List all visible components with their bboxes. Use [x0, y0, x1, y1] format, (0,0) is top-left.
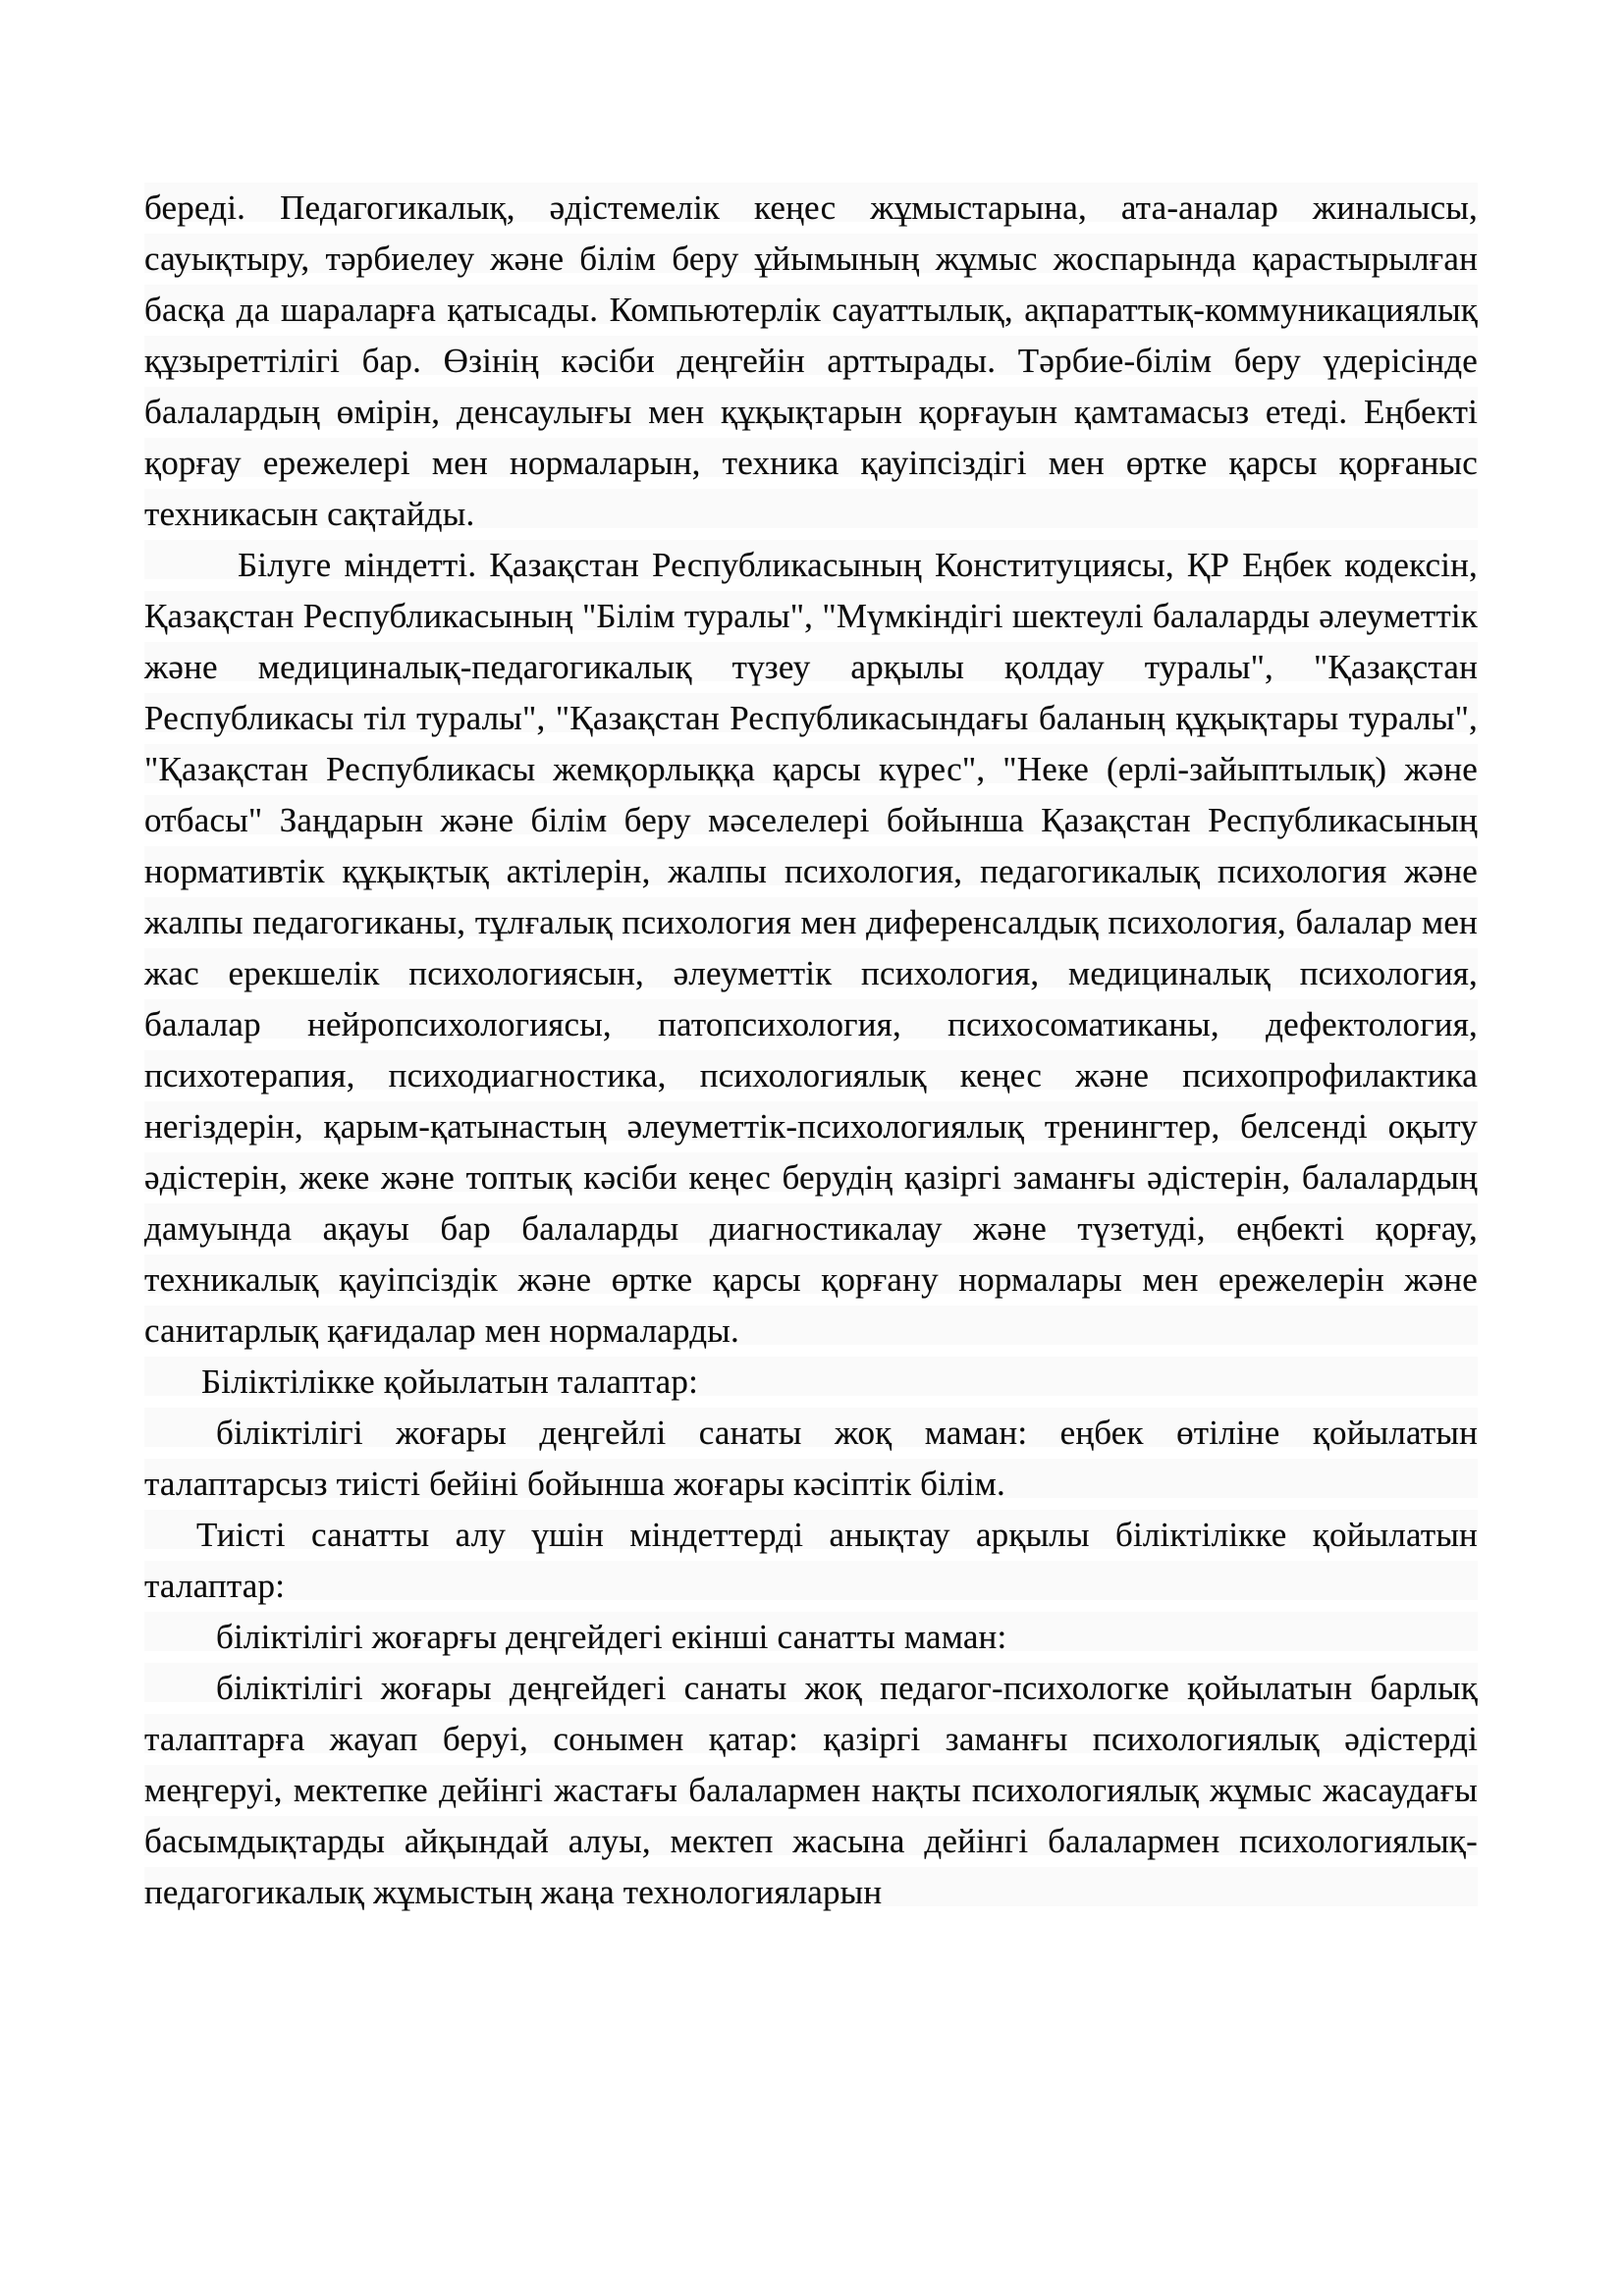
paragraph-duties-continued: береді. Педагогикалық, әдістемелік кеңес жұмыстарына, ата-аналар жиналысы, сауықтыру, тәрбиелеу және білім беру ұйымының жұмыс жоспарында қарастырылған басқа да шараларға қатысады. Компьютерлік сауаттылық, ақпараттық-коммуникациялық құзыреттілігі бар. Өзінің кәсіби деңгейін арттырады. Тәрбие-білім беру үдерісінде балалардың өмірін, денсаулығы мен құқықтарын қорғауын қамтамасыз етеді. Еңбекті қорғау ережелері мен нормаларын, техника қауіпсіздігі мен өртке қарсы қорғаныс техникасын сақтайды.	[144, 188, 1478, 533]
paragraph-second-category-specialist: біліктілігі жоғарғы деңгейдегі екінші санатты маман:	[216, 1618, 1007, 1656]
paragraph-no-category-specialist: біліктілігі жоғары деңгейлі санаты жоқ маман: еңбек өтіліне қойылатын талаптарсыз тиісті бейіні бойынша жоғары кәсіптік білім.	[144, 1414, 1478, 1503]
paragraph-qualification-heading: Біліктілікке қойылатын талаптар:	[201, 1362, 699, 1401]
text-block	[144, 183, 1478, 1918]
paragraph-must-know: Білуге міндетті. Қазақстан Республикасының Конституциясы, ҚР Еңбек кодексін, Қазақстан Республикасының "Білім туралы", "Мүмкіндігі шектеулі балаларды әлеуметтік және медициналық-педагогикалық түзеу арқылы қолдау туралы", "Қазақстан Республикасы тіл туралы", "Қазақстан Республикасындағы баланың құқықтары туралы", "Қазақстан Республикасы жемқорлыққа қарсы күрес", "Неке (ерлі-зайыптылық) және отбасы" Заңдарын және білім беру мәселелері бойынша Қазақстан Республикасының нормативтік құқықтық актілерін, жалпы психология, педагогикалық психология және жалпы педагогиканы, тұлғалық психология мен диференсалдық психология, балалар мен жас ерекшелік психологиясын, әлеуметтік психология, медициналық психология, балалар нейропсихологиясы, патопсихология, психосоматиканы, дефектология, психотерапия, психодиагностика, психологиялық кеңес және психопрофилактика негіздерін, қарым-қатынастың әлеуметтік-психологиялық тренингтер, белсенді оқыту әдістерін, жеке және топтық кәсіби кеңес берудің қазіргі заманғы әдістерін, балалардың дамуында ақауы бар балаларды диагностикалау және түзетуді, еңбекті қорғау, техникалық қауіпсіздік және өртке қарсы қорғану нормалары мен ережелерін және санитарлық қағидалар мен нормаларды.	[144, 546, 1478, 1350]
paragraph-category-requirements: Тиісті санатты алу үшін міндеттерді анықтау арқылы біліктілікке қойылатын талаптар:	[144, 1516, 1478, 1605]
paragraph-pedagog-psychologist-requirements: біліктілігі жоғары деңгейдегі санаты жоқ педагог-психологке қойылатын барлық талаптарға жауап беруі, сонымен қатар: қазіргі заманғы психологиялық әдістерді меңгеруі, мектепке дейінгі жастағы балалармен нақты психологиялық жұмыс жасаудағы басымдықтарды айқындай алуы, мектеп жасына дейінгі балалармен психологиялық-педагогикалық жұмыстың жаңа технологияларын	[144, 1669, 1478, 1911]
